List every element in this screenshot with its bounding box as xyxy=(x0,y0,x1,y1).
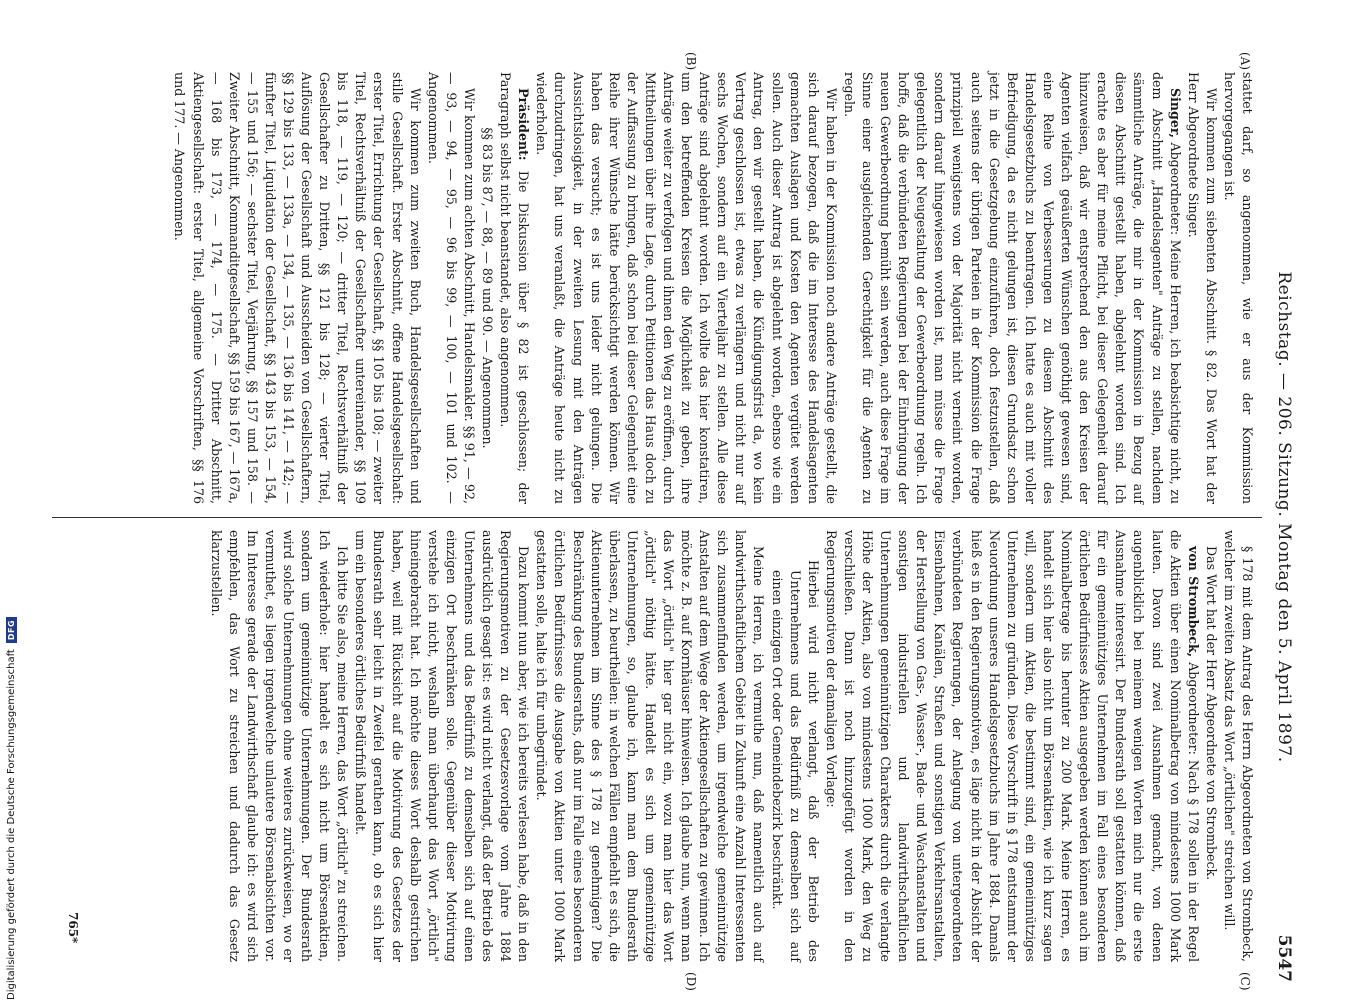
paragraph: § 178 mit dem Antrag des Herrn Abgeordneten von Strombeck, welcher im zweiten Absatz das Wort „örtlichen" streichen will. xyxy=(1221,530,1255,962)
margin-letter-d: (D) xyxy=(684,972,698,991)
speech-text: Abgeordneter: Nach § 178 sollen in der Regel die Aktien über einen Nominalbetrag von mindestens 1000 Mark lauten. Davon sind zwei Ausnahmen gemacht, von denen augenblicklich bei meinem wenigen Worten mich nur die erste Ausnahme interessirt. Der Bundesrath soll gestatten können, daß für ein gemeinnütziges Unternehmen im Fall eines besonderen örtlichen Bedürfnisses Aktien ausgegeben werden können auch im Nominalbetrage bis herunter zu 200 Mark. Meine Herren, es handelt sich hier also nicht um Börsenaktien, wie ich kurz sagen will, sondern um Aktien, die bestimmt sind, ein gemeinnütziges Unternehmen zu gründen. Diese Vorschrift in § 178 entstammt der Neuordnung unseres Handelsgesetzbuchs im Jahre 1884. Damals hieß es in den Regierungsmotiven, es läge nicht in der Absicht der verbündeten Regierungen, der Anlegung von untergeordneten Eisenbahnen, Kanälen, Straßen und sonstigen Verkehrsanstalten, der Herstellung von Gas-, Wasser-, Bade- und Waschanstalten und sonstigen industriellen und landwirthschaftlichen Unternehmungen gemeinnützigen Charakters durch die verlangte Höhe der Aktien, also von mindestens 1000 Mark, den Weg zu verschließen. Dann ist noch hinzugefügt worden in den Regierungsmotiven der damaligen Vorlage: xyxy=(823,530,1201,962)
margin-letter-c: (C) xyxy=(1238,972,1252,991)
paragraph: stattet darf, so angenommen, wie er aus der Kommission hervorgegangen ist. xyxy=(1221,72,1255,504)
speech-text: Die Diskussion über § 82 ist geschlossen; der Paragraph selbst nicht beanstandet, also angenommen. xyxy=(498,72,532,504)
speech-paragraph xyxy=(496,72,532,504)
column-divider xyxy=(52,517,1262,518)
speaker-name: Präsident: xyxy=(516,88,532,161)
page-header xyxy=(1268,52,1298,982)
paragraph: Wir kommen zum achten Abschnitt, Handelsmakler. §§ 91, — 92, — 93, — 94, — 95, — 96 bis 99, — 100, — 101 und 102. — Angenommen. xyxy=(425,72,477,504)
paragraph: Meine Herren, ich vermuthe nun, daß namentlich auch auf landwirthschaftlichem Gebiet in Zukunft eine Anzahl Interessenten sich zusammenfinden werden, um irgendwelche gemeinnützige Anstalten auf dem Wege der Aktiengesellschaften zu gewinnen. Ich möchte z. B. auf Kornhäuser hinweisen. Ich glaube nun, wenn man das Wort „örtlich" hier gar nicht ein, wozu man hier das Wort „örtlich" nöthig hätte. Handelt es sich um gemeinnützige Unternehmungen, so, glaube ich, kann man dem Bundesrath überlassen, zu beurtheilen: in welchen Fällen empfiehlt es sich, die Aktienunternehmen im Sinne des § 178 zu genehmigen? Die Beschränkung des Bundesraths, daß nur im Falle eines besonderen örtlichen Bedürfnisses die Ausgabe von Aktien unter 1000 Mark gestatten solle, halte ich für unbegründet. xyxy=(534,530,767,962)
header-title: Reichstag. — 206. Sitzung. Montag den 5. April 1897. xyxy=(1274,271,1294,763)
margin-letter-b: (B) xyxy=(684,52,698,71)
block-quote: Hierbei wird nicht verlangt, daß der Betrieb des Unternehmens und das Bedürfniß zu demselben sich auf einen einzigen Ort oder Gemeindebezirk beschränkt. xyxy=(769,560,821,962)
speaker-name: von Strombeck, xyxy=(1185,546,1201,658)
right-column xyxy=(207,530,1256,962)
paragraph: Das Wort hat der Herr Abgeordnete von Strombeck. xyxy=(1203,546,1219,881)
paragraph: Wir kommen zum siebenten Abschnitt. § 82. Das Wort hat der Herr Abgeordnete Singer. xyxy=(1185,72,1219,504)
paragraph: Wir kommen zum zweiten Buch, Handelsgesellschaften und stille Gesellschaft. Erster Abschnitt, offene Handelsgesellschaft: erster Titel, Errichtung der Gesellschaft, §§ 105 bis 108; — zweiter Titel, Rechtsverhältniß der Gesellschafter untereinander, §§ 109 bis 118, — 119, — 120; — dritter Titel, Rechtsverhältniß der Gesellschafter zu Dritten, §§ 121 bis 128; — vierter Titel, Auflösung der Gesellschaft und Ausscheiden von Gesellschaftern, §§ 129 bis 133, — 133a, — 134, — 135, — 136 bis 141, — 142; — fünfter Titel, Liquidation der Gesellschaft, §§ 143 bis 153, — 154, — 155 und 156; — sechster Titel, Verjährung, §§ 157 und 158. — Zweiter Abschnitt, Kommanditgesellschaft, §§ 159 bis 167, — 167a, — 168 bis 173, — 174, — 175. — Dritter Abschnitt, Aktiengesellschaft: erster Titel, allgemeine Vorschriften, §§ 176 und 177. — Angenommen. xyxy=(172,72,423,504)
speech-paragraph xyxy=(822,530,1202,962)
paragraph: Dazu kommt nun aber, wie ich bereits verlesen habe, daß in den Regierungsmotiven zu der Gesetzesvorlage vom Jahre 1884 ausdrücklich gesagt ist: es wird nicht verlangt, daß der Betrieb des Unternehmens und das Bedürfniß zu demselben sich auf einen einzigen Ort beschränken solle. Gegenüber dieser Motivirung verstehe ich nicht, weshalb man überhaupt das Wort „örtlich" hineingebracht hat. Ich möchte dieses Wort deshalb gestrichen haben, weil mit Rücksicht auf die Motivirung des Gesetzes der Bundesrath sehr leicht in Zweifel gerathen kann, ob es sich hier um ein besonderes örtliches Bedürfniß handelt. xyxy=(353,530,532,962)
paragraph: Wir haben in der Kommission noch andere Anträge gestellt, die sich darauf bezogen, daß die im Interesse des Handelsagenten gemachten Auslagen und Kosten den Agenten vergütet werden sollen. Auch dieser Antrag ist abgelehnt worden, ebenso wie ein Antrag, den wir gestellt haben, die Kündigungsfrist da, wo kein Vertrag geschlossen ist, etwas zu verlängern und nicht nur auf sechs Wochen, sondern auf ein Vierteljahr zu stellen. Alle diese Anträge sind abgelehnt worden. Ich wollte das hier konstatiren, um den betreffenden Kreisen die Möglichkeit zu geben, ihre Anträge weiter zu verfolgen und ihnen den Weg zu eröffnen, durch Mittheilungen über ihre Lage, durch Petitionen das Haus doch zu der Auffassung zu bringen, daß schon bei dieser Gelegenheit eine Reihe ihrer Wünsche hätte berücksichtigt werden können. Wir haben das versucht; es ist uns leider nicht gelungen. Die Aussichtslosigkeit, in der zweiten Lesung mit den Anträgen durchzudringen, hat uns veranlaßt, die Anträge heute nicht zu wiederholen. xyxy=(534,72,839,504)
paragraph: Ich bitte Sie also, meine Herren, das Wort „örtlich" zu streichen. Ich wiederhole: hier handelt es sich nicht um Börsenaktien, sondern um gemeinnützige Unternehmungen. Der Bundesrath wird solche Unternehmungen ohne weiteres zurückweisen, wo er vermuthet, es liegen irgendwelche unlautere Börsenabsichten vor. Im Interesse gerade der Landwirthschaft glaube ich: es wird sich empfehlen, das Wort zu streichen und dadurch das Gesetz klarzustellen. xyxy=(208,530,351,962)
digitization-credit xyxy=(2,0,20,1000)
left-column xyxy=(170,72,1256,504)
speaker-name: Singer, xyxy=(1167,88,1183,138)
speech-text: Abgeordneter: Meine Herren, ich beabsichtige nicht, zu dem Abschnitt „Handelsagenten" Anträge zu stellen, nachdem sämmtliche Anträge, die mir in der Kommission in Bezug auf diesen Abschnitt gestellt haben, abgelehnt worden sind. Ich erachte es aber für meine Pflicht, bei dieser Gelegenheit darauf hinzuweisen, daß wir entsprechend den aus den Kreisen der Agenten vielfach geäußerten Wünschen genöthigt gewesen sind, eine Reihe von Verbesserungen zu diesem Abschnitt des Handelsgesetzbuchs zu beantragen. Ich hatte es auch mit voller Befriedigung, da es nicht gelungen ist, diesen Grundsatz schon jetzt in die Gesetzgebung einzuführen, doch festzustellen, daß auch seitens der übrigen Parteien in der Kommission die Frage prinzipiell wenigstens von der Majorität nicht verneint worden, sondern darauf hingewiesen worden ist, man müsse die Frage gelegentlich der Neugestaltung der Gewerbeordnung regeln. Ich hoffe, daß die verbündeten Regierungen bei der Einbringung der neuen Gewerbeordnung bemüht sein werden, auch diese Frage im Sinne einer ausgleichenden Gerechtigkeit für die Agenten zu regeln. xyxy=(841,72,1183,504)
paragraph: §§ 83 bis 87, — 88, — 89 und 90. — Angenommen. xyxy=(480,127,496,449)
document-page xyxy=(50,52,1298,991)
margin-letter-a: (A) xyxy=(1238,52,1252,71)
signature-mark: 765* xyxy=(66,912,80,944)
speech-paragraph xyxy=(840,72,1184,504)
credit-text: Digitalisierung gefördert durch die Deutsche Forschungsgemeinschaft xyxy=(5,649,17,1000)
page-number: 5547 xyxy=(1274,934,1294,982)
dfg-logo-icon: DFG xyxy=(6,617,17,643)
